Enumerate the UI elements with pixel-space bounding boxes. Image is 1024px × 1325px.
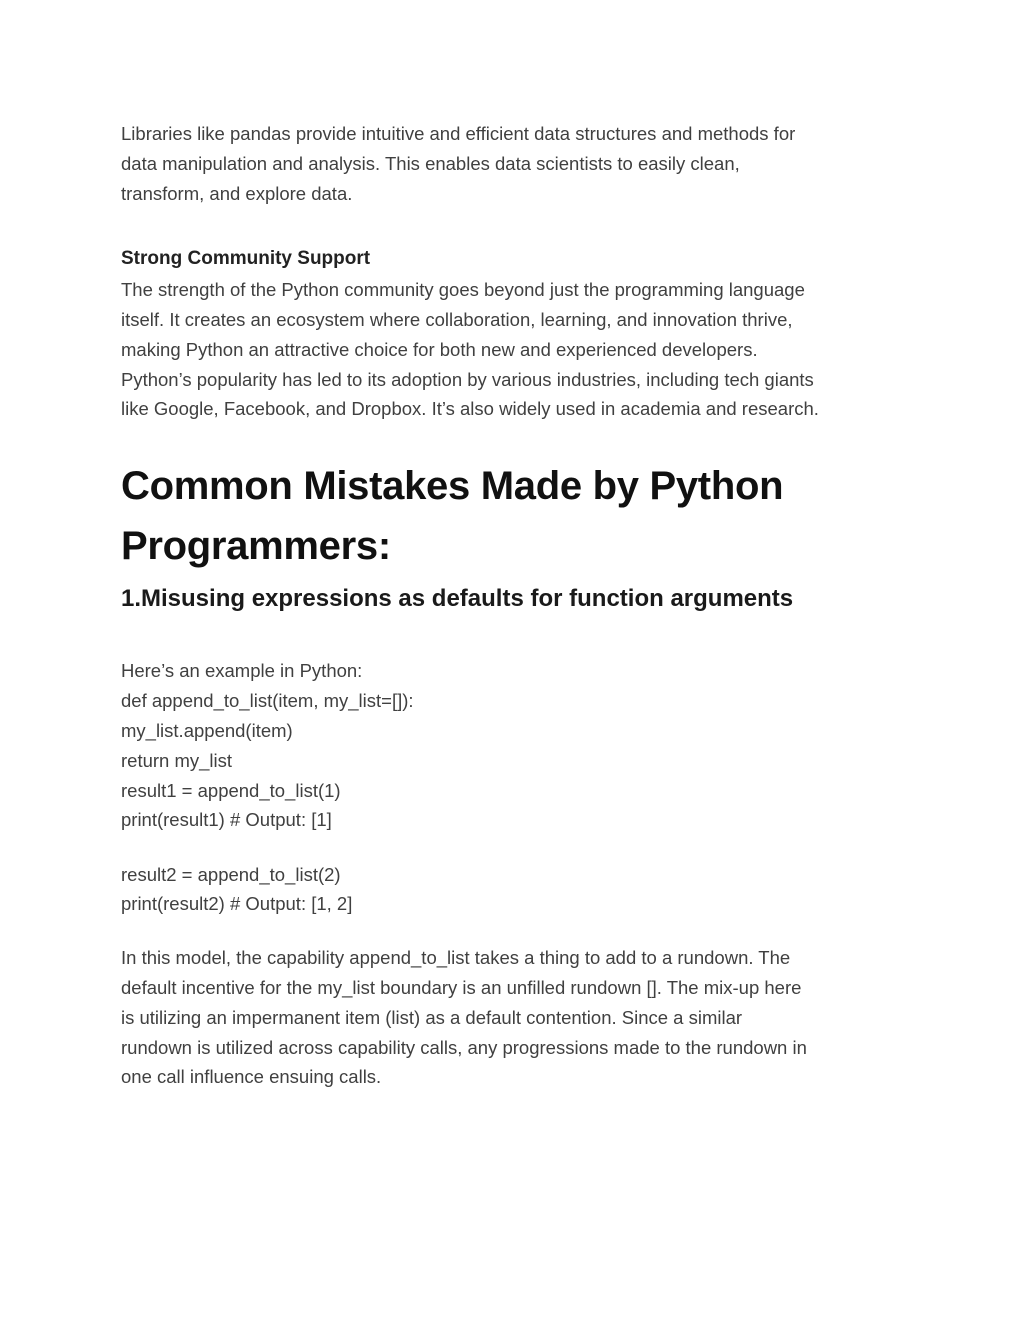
main-heading-line: Programmers: [121, 524, 391, 568]
community-line: itself. It creates an ecosystem where collaboration, learning, and innovation thrive, [121, 309, 793, 330]
community-heading: Strong Community Support [121, 248, 371, 269]
section-subheading: 1.Misusing expressions as defaults for function arguments [121, 585, 794, 612]
community-line: like Google, Facebook, and Dropbox. It’s also widely used in academia and research. [121, 398, 819, 419]
community-line: Python’s popularity has led to its adoption by various industries, including tech giants [121, 369, 814, 390]
intro-line: data manipulation and analysis. This enables data scientists to easily clean, [121, 153, 740, 174]
intro-line: Libraries like pandas provide intuitive and efficient data structures and methods for [121, 123, 796, 144]
code-line: print(result1) # Output: [1] [121, 809, 332, 830]
code-line: print(result2) # Output: [1, 2] [121, 893, 353, 914]
code-line: result1 = append_to_list(1) [121, 780, 341, 801]
explanation-line: one call influence ensuing calls. [121, 1066, 382, 1087]
code-line: my_list.append(item) [121, 720, 293, 741]
example-intro: Here’s an example in Python: [121, 660, 363, 681]
code-line: def append_to_list(item, my_list=[]): [121, 690, 414, 711]
explanation-line: default incentive for the my_list boundary is an unfilled rundown []. The mix-up here [121, 977, 802, 998]
explanation-line: In this model, the capability append_to_list takes a thing to add to a rundown. The [121, 947, 791, 968]
intro-line: transform, and explore data. [121, 183, 353, 204]
code-line: return my_list [121, 750, 233, 771]
explanation-line: rundown is utilized across capability calls, any progressions made to the rundown in [121, 1037, 807, 1058]
community-line: The strength of the Python community goes beyond just the programming language [121, 279, 805, 300]
code-line: result2 = append_to_list(2) [121, 864, 341, 885]
main-heading-line: Common Mistakes Made by Python [121, 464, 784, 508]
community-line: making Python an attractive choice for both new and experienced developers. [121, 339, 758, 360]
explanation-line: is utilizing an impermanent item (list) as a default contention. Since a similar [121, 1007, 743, 1028]
